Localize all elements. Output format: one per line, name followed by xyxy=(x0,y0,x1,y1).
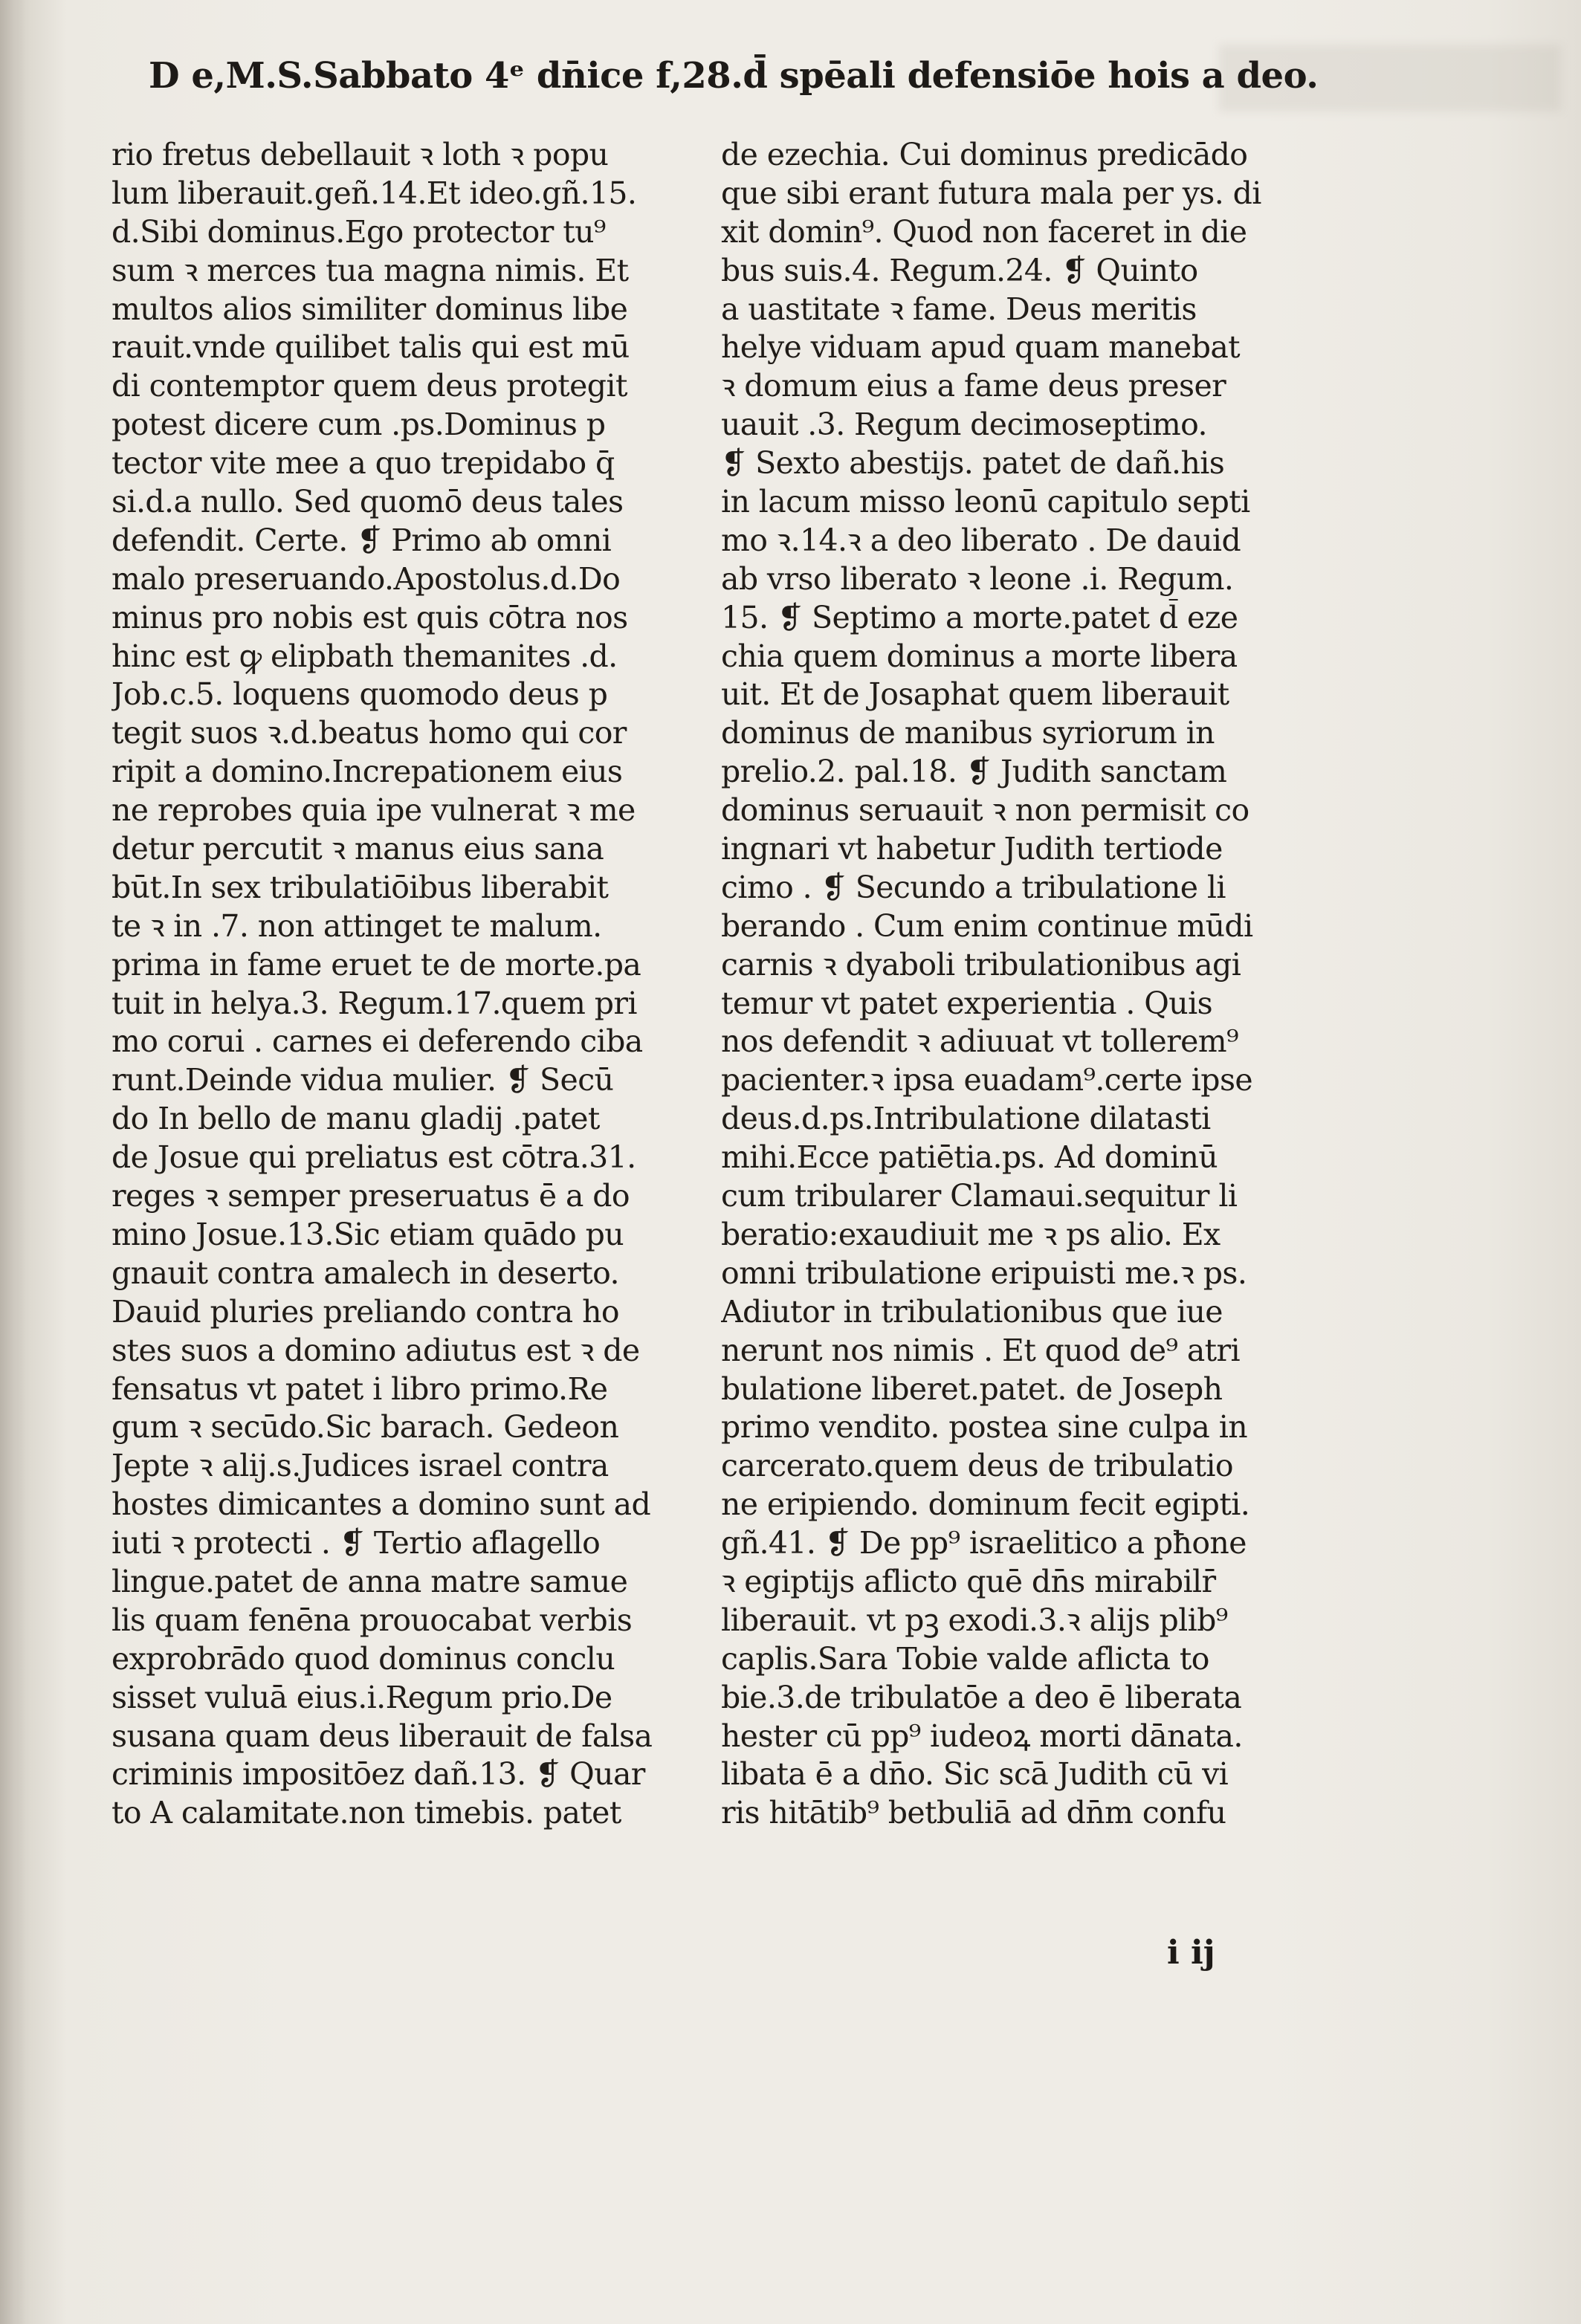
text-line: que sibi erant futura mala per ys. di xyxy=(721,175,1261,211)
text-line: prelio.2. pal.18. ❡ Judith sanctam xyxy=(721,754,1227,790)
text-line: xit domin⁹. Quod non faceret in die xyxy=(721,213,1247,250)
text-line: mihi.Ecce patiētia.ps. Ad dominū xyxy=(721,1139,1218,1176)
text-line: criminis impositōez dañ.13. ❡ Quar xyxy=(111,1756,645,1793)
text-line: susana quam deus liberauit de falsa xyxy=(111,1718,653,1754)
text-line: omni tribulatione eripuisti me.ꝛ ps. xyxy=(721,1255,1247,1291)
text-line: cum tribularer Clamaui.sequitur li xyxy=(721,1178,1238,1214)
text-line: ꝛ domum eius a fame deus preser xyxy=(721,368,1226,404)
text-line: mo corui . carnes ei deferendo ciba xyxy=(111,1023,643,1060)
text-line: ris hitātib⁹ betbuliā ad dn̄m confu xyxy=(721,1795,1226,1831)
text-line: bulatione liberet.patet. de Joseph xyxy=(721,1370,1223,1407)
text-line: berando . Cum enim continue mūdi xyxy=(721,907,1253,944)
text-line: ❡ Sexto abestijs. patet de dañ.his xyxy=(721,445,1225,482)
text-line: libata ē a dn̄o. Sic scā Judith cū vi xyxy=(721,1756,1229,1793)
text-line: ripit a domino.Increpationem eius xyxy=(111,754,623,790)
signature-mark: i ij xyxy=(1167,1934,1215,1972)
text-line: to A calamitate.non timebis. patet xyxy=(111,1795,621,1831)
text-line: hinc est ꝙ elipbath themanites .d. xyxy=(111,638,618,674)
text-line: do In bello de manu gladij .patet xyxy=(111,1101,600,1137)
text-line: sisset vuluā eius.i.Regum prio.De xyxy=(111,1679,612,1715)
text-line: tector vite mee a quo trepidabo q̄ xyxy=(111,445,615,482)
text-line: hostes dimicantes a domino sunt ad xyxy=(111,1486,651,1523)
text-line: defendit. Certe. ❡ Primo ab omni xyxy=(111,522,612,558)
text-line: primo vendito. postea sine culpa in xyxy=(721,1409,1248,1446)
text-line: bie.3.de tribulatōe a deo ē liberata xyxy=(721,1679,1242,1715)
text-line: mino Josue.13.Sic etiam quādo pu xyxy=(111,1216,624,1252)
text-line: liberauit. vt pꝫ exodi.3.ꝛ alijs plib⁹ xyxy=(721,1602,1228,1638)
text-line: dominus seruauit ꝛ non permisit co xyxy=(721,792,1249,829)
text-line: Job.c.5. loquens quomodo deus p xyxy=(111,676,608,713)
text-line: in lacum misso leonū capitulo septi xyxy=(721,484,1250,520)
text-line: si.d.a nullo. Sed quomō deus tales xyxy=(111,484,624,520)
text-line: dominus de manibus syriorum in xyxy=(721,715,1215,751)
text-line: ne eripiendo. dominum fecit egipti. xyxy=(721,1486,1250,1523)
text-line: potest dicere cum .ps.Dominus p xyxy=(111,407,606,443)
text-line: tegit suos ꝛ.d.beatus homo qui cor xyxy=(111,715,627,751)
text-line: pacienter.ꝛ ipsa euadam⁹.certe ipse xyxy=(721,1062,1253,1098)
text-line: uit. Et de Josaphat quem liberauit xyxy=(721,676,1229,713)
text-line: detur percutit ꝛ manus eius sana xyxy=(111,831,604,867)
binding-gutter xyxy=(0,0,25,2324)
text-line: nos defendit ꝛ adiuuat vt tollerem⁹ xyxy=(721,1023,1238,1060)
text-line: uauit .3. Regum decimoseptimo. xyxy=(721,407,1207,443)
text-line: lis quam fenēna prouocabat verbis xyxy=(111,1602,633,1638)
text-line: helye viduam apud quam manebat xyxy=(721,329,1241,366)
text-line: multos alios similiter dominus libe xyxy=(111,291,628,327)
text-line: bus suis.4. Regum.24. ❡ Quinto xyxy=(721,252,1198,288)
running-title: D e,M.S.Sabbato 4ᵉ dn̄ice f,28.d̄ spēali defensiōe hois a deo. xyxy=(149,55,1319,97)
text-line: Dauid pluries preliando contra ho xyxy=(111,1293,619,1330)
text-line: tuit in helya.3. Regum.17.quem pri xyxy=(111,985,637,1021)
text-line: ꝛ egiptijs aflicto quē dn̄s mirabilr̄ xyxy=(721,1563,1216,1599)
text-line: būt.In sex tribulatiōibus liberabit xyxy=(111,869,609,905)
text-line: rauit.vnde quilibet talis qui est mū xyxy=(111,329,630,366)
text-line: beratio:exaudiuit me ꝛ ps alio. Ex xyxy=(721,1216,1220,1252)
text-line: chia quem dominus a morte libera xyxy=(721,638,1238,674)
text-line: gnauit contra amalech in deserto. xyxy=(111,1255,619,1291)
text-line: d.Sibi dominus.Ego protector tu⁹ xyxy=(111,213,606,250)
text-line: ne reprobes quia ipe vulnerat ꝛ me xyxy=(111,792,636,829)
text-line: temur vt patet experientia . Quis xyxy=(721,985,1213,1021)
text-line: nerunt nos nimis . Et quod de⁹ atri xyxy=(721,1332,1241,1368)
text-line: de ezechia. Cui dominus predicādo xyxy=(721,137,1248,172)
text-line: a uastitate ꝛ fame. Deus meritis xyxy=(721,291,1197,327)
text-line: gñ.41. ❡ De pp⁹ israelitico a pħone xyxy=(721,1525,1247,1561)
text-line: reges ꝛ semper preseruatus ē a do xyxy=(111,1178,630,1214)
text-line: de Josue qui preliatus est cōtra.31. xyxy=(111,1139,636,1176)
text-line: rio fretus debellauit ꝛ loth ꝛ popu xyxy=(111,137,609,172)
text-line: Jepte ꝛ alij.s.Judices israel contra xyxy=(111,1448,609,1484)
text-line: cimo . ❡ Secundo a tribulatione li xyxy=(721,869,1226,905)
text-line: carnis ꝛ dyaboli tribulationibus agi xyxy=(721,946,1241,983)
text-line: malo preseruando.Apostolus.d.Do xyxy=(111,560,621,597)
text-line: di contemptor quem deus protegit xyxy=(111,368,627,404)
text-line: exprobrādo quod dominus conclu xyxy=(111,1640,615,1677)
text-line: lum liberauit.geñ.14.Et ideo.gñ.15. xyxy=(111,175,637,211)
text-line: carcerato.quem deus de tribulatio xyxy=(721,1448,1233,1484)
text-line: iuti ꝛ protecti . ❡ Tertio aflagello xyxy=(111,1525,601,1561)
text-line: hester cū pp⁹ iudeoꝝ morti dānata. xyxy=(721,1718,1243,1754)
text-line: fensatus vt patet i libro primo.Re xyxy=(111,1370,608,1407)
text-line: caplis.Sara Tobie valde aflicta to xyxy=(721,1640,1209,1677)
text-line: gum ꝛ secūdo.Sic barach. Gedeon xyxy=(111,1409,619,1446)
text-line: runt.Deinde vidua mulier. ❡ Secū xyxy=(111,1062,614,1098)
text-line: te ꝛ in .7. non attinget te malum. xyxy=(111,907,602,944)
text-line: ab vrso liberato ꝛ leone .i. Regum. xyxy=(721,560,1234,597)
left-text-column xyxy=(111,136,699,1833)
text-line: sum ꝛ merces tua magna nimis. Et xyxy=(111,252,629,288)
text-line: Adiutor in tribulationibus que iue xyxy=(721,1293,1223,1330)
text-line: deus.d.ps.Intribulatione dilatasti xyxy=(721,1101,1211,1137)
text-line: minus pro nobis est quis cōtra nos xyxy=(111,599,628,635)
text-line: 15. ❡ Septimo a morte.patet d̄ eze xyxy=(721,599,1238,635)
right-text-column xyxy=(721,136,1316,1833)
text-line: prima in fame eruet te de morte.pa xyxy=(111,946,641,983)
text-line: lingue.patet de anna matre samue xyxy=(111,1563,628,1599)
text-line: ingnari vt habetur Judith tertiode xyxy=(721,831,1223,867)
text-line: stes suos a domino adiutus est ꝛ de xyxy=(111,1332,640,1368)
text-line: mo ꝛ.14.ꝛ a deo liberato . De dauid xyxy=(721,522,1241,558)
